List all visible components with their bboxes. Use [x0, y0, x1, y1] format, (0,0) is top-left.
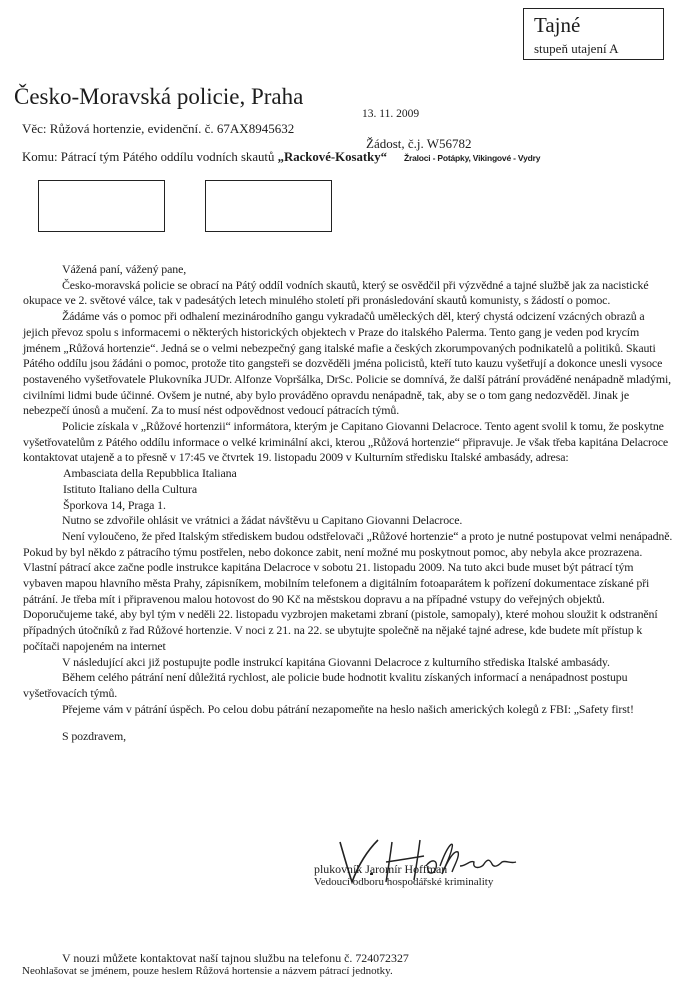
organization-heading: Česko-Moravská policie, Praha — [14, 84, 304, 109]
closing: S pozdravem, — [62, 729, 126, 744]
letter-date: 13. 11. 2009 — [362, 108, 420, 120]
classification-stamp — [523, 8, 664, 60]
address-line: Šporkova 14, Praga 1. — [63, 497, 166, 512]
subject-line: Věc: Růžová hortenzie, evidenční. č. 67AX8945632 — [22, 121, 295, 136]
paragraph-reception: Nutno se zdvořile ohlásit ve vrátnici a žádat návštěvu u Capitano Giovanni Delacroce. — [62, 513, 463, 528]
footer-instruction: Neohlašovat se jménem, pouze heslem Růžová hortensie a názvem pátrací jednotky. — [22, 965, 393, 977]
recipient-prefix: Komu: Pátrací tým Pátého oddílu vodních skautů — [22, 150, 278, 164]
handwritten-recipients: Žraloci - Potápky, Vikingové - Vydry — [404, 153, 541, 163]
recipient-team: „Rackové-Kosatky“ — [277, 150, 388, 164]
address-line: Ambasciata della Repubblica Italiana — [63, 466, 237, 481]
paragraph-gang: Žádáme vás o pomoc při odhalení mezinárodního gangu vykradačů uměleckých děl, který chystá odcizení vzácných obrazů a jejich převoz spolu s informacemi o některých historických objektech v Praze do italského Palerma. Tento gang je veden pod krycím jménem „Růžová hortenzie“. Jedná se o velmi nebezpečný gang italské mafie a českých zkorumpovaných podnikatelů a politiků. Skauti Pátého oddílu jsou žádáni o pomoc, protože tito gangsteři se dozvěděli jména policistů, kteří tuto kauzu vyšetřují a dokonce unesli vysoce postaveného vyšetřovatele Plukovníka JUDr. Alfonze Vopršálka, DrSc. Policie se domnívá, že další pátrání prováděné nenápadně mladými, civilními lidmi bude účinné. Ovšem je nutné, aby bylo prováděno opravdu nenápadně, tak, aby se o tom gang nedozvěděl. Jinak je nebezpečí únosů a mučení. Za to musí nést odpovědnost vedoucí pátracích týmů. — [23, 309, 671, 418]
redacted-box-right — [205, 180, 332, 232]
paragraph-informant: Policie získala v „Růžové hortenzii“ informátora, kterým je Capitano Giovanni Delacroce. Tento agent svolil k tomu, že poskytne vyšetřovatelům z Pátého oddílu informace o velké kriminální akci, kterou „Růžová hortenzie“ připravuje. Je však třeba kapitána Delacroce kontaktovat utajeně a to přesně v 17:45 ve čtvrtek 19. listopadu 2009 v Kulturním středisku Italské ambasády, adresa: — [23, 419, 669, 465]
paragraph-request: Česko-moravská policie se obrací na Pátý oddíl vodních skautů, který se osvědčil při výzvědné a tajné službě jak za nacistické okupace ve 2. světové válce, tak v padesátých letech minulého století při pronásledování skautů komunisty, s žádostí o pomoc. — [23, 277, 649, 308]
paragraph-next-action: V následující akci již postupujte podle instrukcí kapitána Giovanni Delacroce z kulturního střediska Italské ambasády. — [62, 654, 610, 669]
address-line: Istituto Italiano della Cultura — [63, 481, 197, 496]
paragraph-evaluation: Během celého pátrání není důležitá rychlost, ale policie bude hodnotit kvalitu získaných informací a nenápadnost postupu vyšetřovacích týmů. — [23, 670, 628, 700]
reference-number: Žádost, č.j. W56782 — [366, 136, 472, 151]
paragraph-instructions: Není vyloučeno, že před Italským střediskem budou odstřelovači „Růžové hortenzie“ a proto je nutné postupovat velmi nenápadně. Pokud by byl někdo z pátracího týmu postřelen, nebo dokonce zabit, není možné mu poskytnout pomoc, aby nebyla akce prozrazena. Vlastní pátrací akce začne podle instrukce kapitána Delacroce v sobotu 21. listopadu 2009. Na tuto akci bude muset být pátrací tým vybaven mapou hlavního města Prahy, zápisníkem, mobilním telefonem a digitálním fotoaparátem k pořízení dokumentace získané při pátrání. Je třeba mít i připravenou malou hotovost do 90 Kč na městskou dopravu a na případné vstupy do veřejných objektů. Doporučujeme také, aby byl tým v neděli 22. listopadu vyzbrojen maketami zbraní (pistole, samopaly), které mohou sloužit k odstranění případných útočníků z řad Růžové hortenzie. V noci z 21. na 22. se ubytujte společně na nějaké tajné adrese, kde budete mít přístup k počítači napojeném na internet — [23, 528, 673, 653]
recipient-line — [22, 150, 387, 165]
letter-body — [23, 262, 673, 745]
classification-level: stupeň utajení A — [534, 41, 619, 56]
classification-title: Tajné — [534, 13, 581, 37]
signer-title: Vedoucí odboru hospodářské kriminality — [314, 876, 494, 888]
greeting: Vážená paní, vážený pane, — [62, 262, 187, 276]
signer-name: plukovník Jaromír Hoffman — [314, 862, 448, 876]
paragraph-wishes: Přejeme vám v pátrání úspěch. Po celou dobu pátrání nezapomeňte na heslo našich amerických kolegů z FBI: „Safety first! — [62, 701, 634, 716]
footer-contact: V nouzi můžete kontaktovat naší tajnou službu na telefonu č. 724072327 — [62, 951, 409, 965]
redacted-box-left — [38, 180, 165, 232]
